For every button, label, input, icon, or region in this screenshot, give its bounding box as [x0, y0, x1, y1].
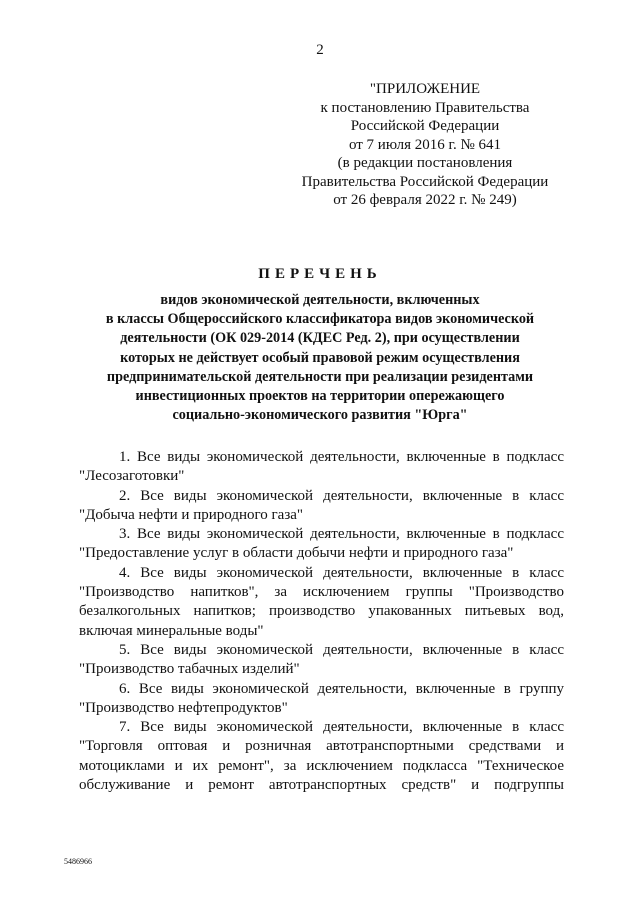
appendix-line: от 26 февраля 2022 г. № 249)	[333, 192, 517, 208]
subtitle-line: видов экономической деятельности, включенных	[160, 292, 480, 308]
list-item-7	[79, 718, 564, 795]
subtitle-line: в классы Общероссийского классификатора видов экономической	[105, 311, 535, 328]
item-line: включая минеральные воды"	[79, 622, 264, 639]
item-line: "Торговля оптовая и розничная автотранспортными средствами и	[79, 738, 564, 755]
page-number: 2	[316, 42, 324, 58]
list-item-5	[79, 641, 564, 680]
item-line: "Предоставление услуг в области добычи нефти и природного газа"	[79, 545, 514, 562]
appendix-line: Российской Федерации	[350, 118, 500, 134]
document-title: ПЕРЕЧЕНЬ	[258, 266, 382, 282]
item-line: "Производство табачных изделий"	[79, 661, 300, 678]
item-line: 7. Все виды экономической деятельности, включенные в класс	[119, 719, 564, 736]
item-line: "Добыча нефти и природного газа"	[79, 506, 304, 523]
appendix-line: к постановлению Правительства	[320, 99, 530, 116]
document-code: 5486966	[64, 857, 92, 866]
item-line: 2. Все виды экономической деятельности, включенные в класс	[119, 487, 564, 504]
item-line: 5. Все виды экономической деятельности, включенные в класс	[119, 641, 564, 658]
item-line: 4. Все виды экономической деятельности, включенные в класс	[119, 564, 564, 581]
list-item-2	[79, 487, 564, 526]
subtitle-line: социально-экономического развития "Юрга"	[172, 407, 468, 424]
item-line: мотоциклами и их ремонт", за исключением подкласса "Техническое	[79, 757, 564, 774]
appendix-line: от 7 июля 2016 г. № 641	[348, 136, 502, 153]
appendix-line: Правительства Российской Федерации	[301, 173, 549, 190]
list-item-1	[79, 448, 564, 487]
item-line: "Производство напитков", за исключением группы "Производство	[79, 584, 564, 601]
item-line: обслуживание и ремонт автотранспортных средств" и подгруппы	[79, 777, 564, 794]
subtitle-line: предпринимательской деятельности при реализации резидентами	[106, 368, 534, 385]
item-line: 6. Все виды экономической деятельности, включенные в группу	[119, 680, 564, 697]
item-line: 3. Все виды экономической деятельности, включенные в подкласс	[119, 526, 564, 543]
appendix-line: (в редакции постановления	[337, 155, 513, 171]
document-body	[79, 448, 564, 795]
subtitle-line: которых не действует особый правовой режим осуществления	[120, 349, 520, 366]
appendix-header	[300, 80, 550, 210]
document-subtitle	[60, 291, 580, 425]
list-item-6	[79, 680, 564, 719]
subtitle-line: инвестиционных проектов на территории опережающего	[135, 388, 505, 405]
subtitle-line: деятельности (ОК 029-2014 (КДЕС Ред. 2), при осуществлении	[120, 330, 520, 347]
item-line: "Производство нефтепродуктов"	[79, 699, 288, 716]
item-line: 1. Все виды экономической деятельности, включенные в подкласс	[119, 449, 564, 465]
appendix-line: "ПРИЛОЖЕНИЕ	[369, 81, 481, 97]
item-line: "Лесозаготовки"	[79, 468, 185, 485]
list-item-4	[79, 564, 564, 641]
item-line: безалкогольных напитков; производство упакованных питьевых вод,	[79, 603, 564, 620]
list-item-3	[79, 525, 564, 564]
